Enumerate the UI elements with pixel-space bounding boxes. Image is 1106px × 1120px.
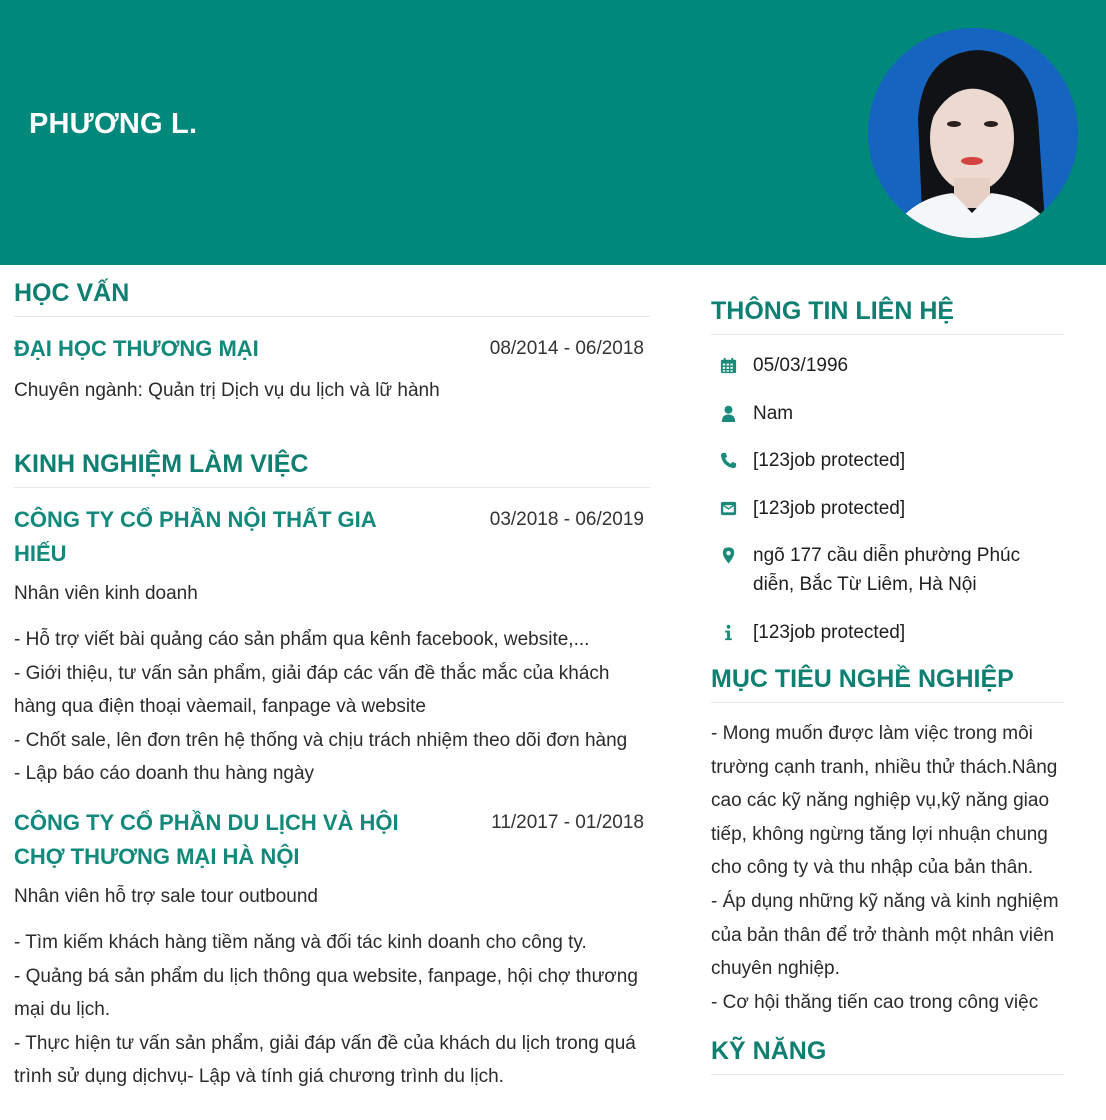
objective-section	[711, 665, 1064, 1019]
contact-value: [123job protected]	[753, 450, 906, 471]
experience-entry	[14, 806, 650, 1094]
contact-birthdate	[711, 351, 1064, 380]
calendar-icon	[711, 351, 753, 380]
contact-gender	[711, 399, 1064, 428]
skills-title: KỸ NĂNG	[711, 1037, 1064, 1075]
education-entry	[14, 332, 650, 404]
cv-header	[0, 0, 1106, 265]
job-description	[14, 623, 650, 791]
education-major: Chuyên ngành: Quản trị Dịch vụ du lịch và lữ hành	[14, 380, 440, 401]
education-date: 08/2014 - 06/2018	[489, 338, 644, 359]
experience-date: 11/2017 - 01/2018	[491, 811, 644, 833]
experience-title: KINH NGHIỆM LÀM VIỆC	[14, 450, 650, 488]
right-column	[711, 265, 1064, 1075]
school-name: ĐẠI HỌC THƯƠNG MẠI	[14, 336, 259, 361]
contact-email	[711, 494, 1064, 523]
objective-title: MỤC TIÊU NGHỀ NGHIỆP	[711, 665, 1064, 703]
education-section	[14, 279, 650, 404]
contact-address	[711, 541, 1064, 599]
job-duty: - Quảng bá sản phẩm du lịch thông qua website, fanpage, hội chợ thương mại du lịch.	[14, 965, 644, 1021]
contact-section	[711, 297, 1064, 647]
job-duty: - Giới thiệu, tư vấn sản phẩm, giải đáp các vấn đề thắc mắc của khách hàng qua điện thoại vàemail, fanpage và website	[14, 662, 615, 718]
avatar	[868, 28, 1078, 238]
phone-icon	[711, 446, 753, 475]
contact-title: THÔNG TIN LIÊN HỆ	[711, 297, 1064, 335]
map-marker-icon	[711, 541, 753, 570]
objective-line: - Áp dụng những kỹ năng và kinh nghiệm của bản thân để trở thành một nhân viên chuyên nghiệp.	[711, 890, 1059, 980]
company-name: CÔNG TY CỔ PHẦN DU LỊCH VÀ HỘI CHỢ THƯƠNG MẠI HÀ NỘI	[14, 809, 399, 869]
job-description	[14, 926, 650, 1094]
candidate-name: PHƯƠNG L.	[29, 108, 198, 140]
info-icon	[711, 618, 753, 647]
job-title: Nhân viên kinh doanh	[14, 583, 198, 604]
experience-date: 03/2018 - 06/2019	[489, 509, 644, 530]
contact-value: ngõ 177 cầu diễn phường Phúc diễn, Bắc Từ Liêm, Hà Nội	[753, 545, 1021, 595]
contact-value: 05/03/1996	[753, 355, 849, 376]
envelope-icon	[711, 494, 753, 523]
contact-value: [123job protected]	[753, 497, 906, 519]
contact-phone	[711, 446, 1064, 475]
experience-entry	[14, 503, 650, 791]
user-icon	[711, 399, 753, 428]
objective-line: - Cơ hội thăng tiến cao trong công việc	[711, 991, 1039, 1013]
objective-line: - Mong muốn được làm việc trong môi trường cạnh tranh, nhiều thử thách.Nâng cao các kỹ năng nghiệp vụ,kỹ năng giao tiếp, không ngừng tăng lợi nhuận chung cho công ty và thu nhập của bản thân.	[711, 723, 1058, 879]
education-title: HỌC VẤN	[14, 279, 650, 317]
experience-section	[14, 450, 650, 1094]
left-column	[14, 265, 650, 1094]
avatar-photo-icon	[868, 28, 1078, 238]
skills-section	[711, 1037, 1064, 1075]
job-title: Nhân viên hỗ trợ sale tour outbound	[14, 885, 318, 907]
contact-value: Nam	[753, 402, 794, 424]
company-name: CÔNG TY CỔ PHẦN NỘI THẤT GIA HIẾU	[14, 507, 376, 566]
contact-info	[711, 618, 1064, 647]
contact-value: [123job protected]	[753, 621, 906, 643]
job-duty: - Hỗ trợ viết bài quảng cáo sản phẩm qua kênh facebook, website,...	[14, 629, 590, 650]
job-duty: - Lập báo cáo doanh thu hàng ngày	[14, 763, 315, 785]
job-duty: - Chốt sale, lên đơn trên hệ thống và chịu trách nhiệm theo dõi đơn hàng	[14, 729, 628, 751]
job-duty: - Tìm kiếm khách hàng tiềm năng và đối tác kinh doanh cho công ty.	[14, 931, 587, 953]
job-duty: - Thực hiện tư vấn sản phẩm, giải đáp vấn đề của khách du lịch trong quá trình sử dụng dịchvụ- Lập và tính giá chương trình du lịch.	[14, 1032, 642, 1088]
objective-text	[711, 717, 1064, 1019]
